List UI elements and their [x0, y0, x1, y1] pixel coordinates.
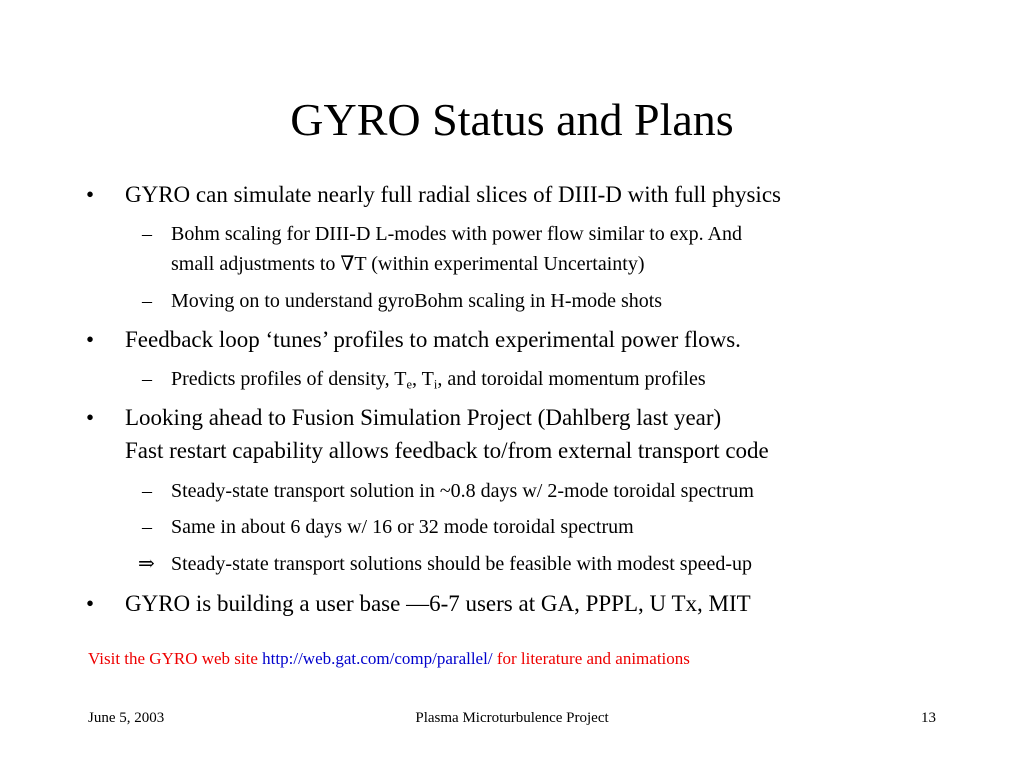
bullet-2-text: Feedback loop ‘tunes’ profiles to match experimental power flows.: [125, 327, 741, 352]
website-note-suffix: for literature and animations: [492, 649, 690, 668]
website-link[interactable]: http://web.gat.com/comp/parallel/: [262, 649, 493, 668]
bullet-marker: •: [86, 327, 95, 352]
bullet-1-sub-2: Moving on to understand gyroBohm scaling in H-mode shots: [171, 290, 663, 312]
bullet-1-sub-1-line-2: small adjustments to ∇T (within experimental Uncertainty): [171, 253, 645, 275]
dash-marker: –: [142, 223, 152, 245]
dash-marker: –: [142, 368, 152, 390]
dash-marker: –: [142, 290, 152, 312]
bullet-marker: •: [86, 591, 95, 616]
footer-page-number: 13: [921, 710, 936, 726]
bullet-2-sub-1: [171, 366, 706, 392]
sub-text-c: , and toroidal momentum profiles: [437, 368, 706, 390]
website-note: [88, 648, 690, 670]
bullet-1-text: GYRO can simulate nearly full radial slices of DIII-D with full physics: [125, 182, 781, 207]
bullet-3-line-1: Looking ahead to Fusion Simulation Project (Dahlberg last year): [125, 405, 722, 430]
slide-title: GYRO Status and Plans: [290, 94, 734, 145]
subscript-e: e: [406, 377, 413, 392]
bullet-marker: •: [86, 405, 95, 430]
sub-text-b: , T: [412, 368, 434, 390]
bullet-3-sub-2: Same in about 6 days w/ 16 or 32 mode toroidal spectrum: [171, 516, 634, 538]
footer-project: Plasma Microturbulence Project: [415, 710, 609, 726]
bullet-1-sub-1-line-1: Bohm scaling for DIII-D L-modes with power flow similar to exp. And: [171, 223, 743, 245]
bullet-marker: •: [86, 182, 95, 207]
bullet-4-text: GYRO is building a user base —6-7 users at GA, PPPL, U Tx, MIT: [125, 591, 751, 616]
dash-marker: –: [142, 516, 152, 538]
bullet-3-sub-3: Steady-state transport solutions should be feasible with modest speed-up: [171, 553, 753, 575]
footer-date: June 5, 2003: [88, 710, 165, 726]
subscript-i: i: [433, 377, 438, 392]
bullet-3-sub-1: Steady-state transport solution in ~0.8 days w/ 2-mode toroidal spectrum: [171, 480, 754, 502]
website-note-prefix: Visit the GYRO web site: [88, 649, 263, 668]
sub-text-a: Predicts profiles of density, T: [171, 368, 407, 390]
dash-marker: –: [142, 480, 152, 502]
bullet-3-line-2: Fast restart capability allows feedback to/from external transport code: [125, 438, 769, 463]
implies-arrow-icon: ⇒: [138, 553, 155, 575]
